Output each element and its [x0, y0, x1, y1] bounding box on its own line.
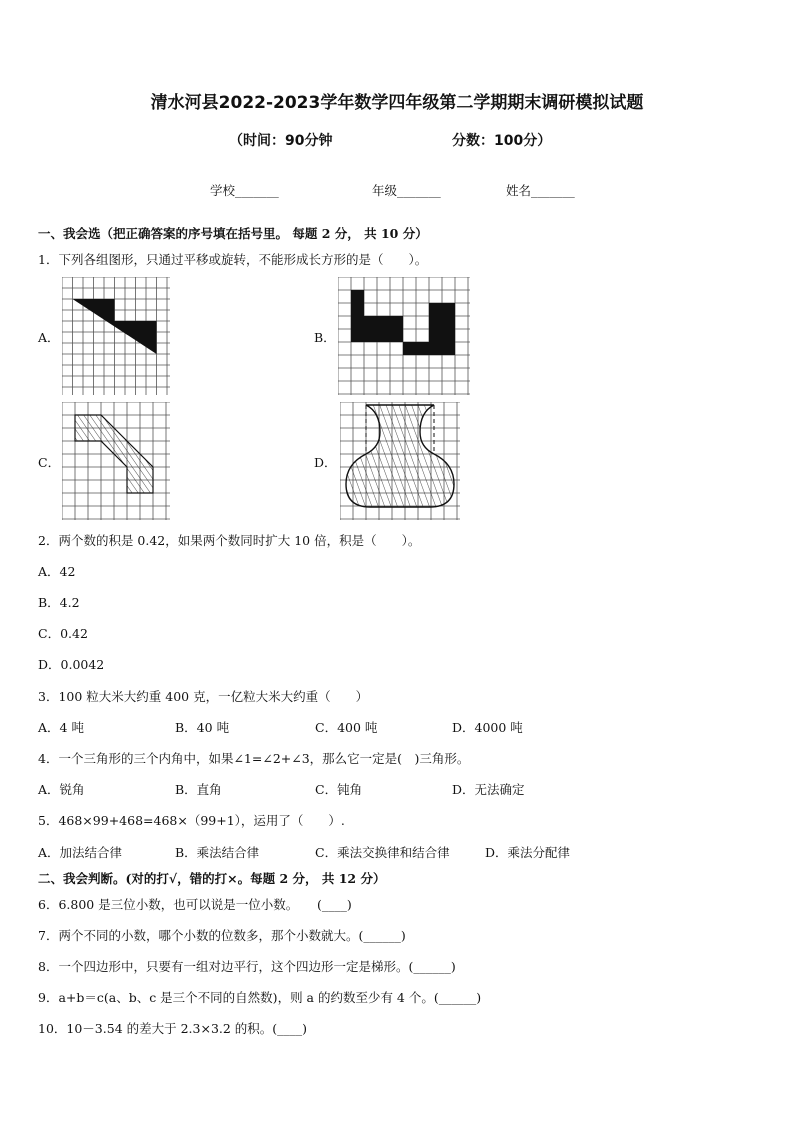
question-4: 4．一个三角形的三个内角中，如果∠1=∠2+∠3，那么它一定是( )三角形。	[38, 751, 470, 766]
q2-option-a[interactable]: A．42	[38, 564, 76, 579]
q3-option-d[interactable]: D．4000 吨	[452, 720, 523, 735]
question-3: 3．100 粒大米大约重 400 克，一亿粒大米大约重（ ）	[38, 689, 369, 704]
q2-option-d[interactable]: D．0.0042	[38, 657, 105, 672]
question-5: 5．468×99+468=468×（99+1），运用了（ ）.	[38, 813, 345, 828]
exam-time: （时间：90分钟	[229, 133, 333, 149]
section-heading-choice: 一、我会选（把正确答案的序号填在括号里。 每题 2 分， 共 10 分）	[38, 226, 428, 241]
q3-option-a[interactable]: A．4 吨	[38, 720, 84, 735]
name-field[interactable]: 姓名_______	[506, 183, 575, 198]
question-9: 9．a+b＝c(a、b、c 是三个不同的自然数)，则 a 的约数至少有 4 个。(______)	[38, 990, 482, 1005]
q5-option-c[interactable]: C．乘法交换律和结合律	[315, 845, 450, 860]
q2-option-c[interactable]: C．0.42	[38, 626, 88, 641]
school-field[interactable]: 学校_______	[210, 183, 279, 198]
q5-option-d[interactable]: D．乘法分配律	[485, 845, 571, 860]
q4-option-b[interactable]: B．直角	[175, 782, 222, 797]
q1-figure-c	[62, 402, 170, 520]
grade-field[interactable]: 年级_______	[372, 183, 441, 198]
q1-figure-d	[340, 402, 460, 520]
question-8: 8．一个四边形中，只要有一组对边平行，这个四边形一定是梯形。(______)	[38, 959, 456, 974]
question-2: 2．两个数的积是 0.42，如果两个数同时扩大 10 倍，积是（ ）。	[38, 533, 421, 548]
q4-option-c[interactable]: C．钝角	[315, 782, 363, 797]
q5-option-b[interactable]: B．乘法结合律	[175, 845, 260, 860]
q4-option-a[interactable]: A．锐角	[38, 782, 85, 797]
q1-figure-a	[62, 277, 170, 395]
question-10: 10．10－3.54 的差大于 2.3×3.2 的积。(____)	[38, 1021, 308, 1036]
q1-option-b-label[interactable]: B．	[314, 330, 336, 345]
question-1: 1．下列各组图形，只通过平移或旋转，不能形成长方形的是（ ）。	[38, 252, 428, 267]
exam-title: 清水河县2022-2023学年数学四年级第二学期期末调研模拟试题	[150, 93, 644, 113]
question-7: 7．两个不同的小数，哪个小数的位数多，那个小数就大。(______)	[38, 928, 406, 943]
exam-score: 分数：100分）	[452, 133, 552, 149]
q5-option-a[interactable]: A．加法结合律	[38, 845, 123, 860]
q1-figure-b	[338, 277, 470, 395]
q3-option-c[interactable]: C．400 吨	[315, 720, 378, 735]
q1-option-d-label[interactable]: D．	[314, 455, 337, 470]
question-6: 6．6.800 是三位小数，也可以说是一位小数。 (____)	[38, 897, 352, 912]
q1-option-c-label[interactable]: C．	[38, 455, 61, 470]
q3-option-b[interactable]: B．40 吨	[175, 720, 230, 735]
section-heading-judge: 二、我会判断。(对的打√，错的打×。每题 2 分， 共 12 分）	[38, 871, 386, 886]
q2-option-b[interactable]: B．4.2	[38, 595, 80, 610]
q4-option-d[interactable]: D．无法确定	[452, 782, 525, 797]
q1-option-a-label[interactable]: A．	[38, 330, 60, 345]
